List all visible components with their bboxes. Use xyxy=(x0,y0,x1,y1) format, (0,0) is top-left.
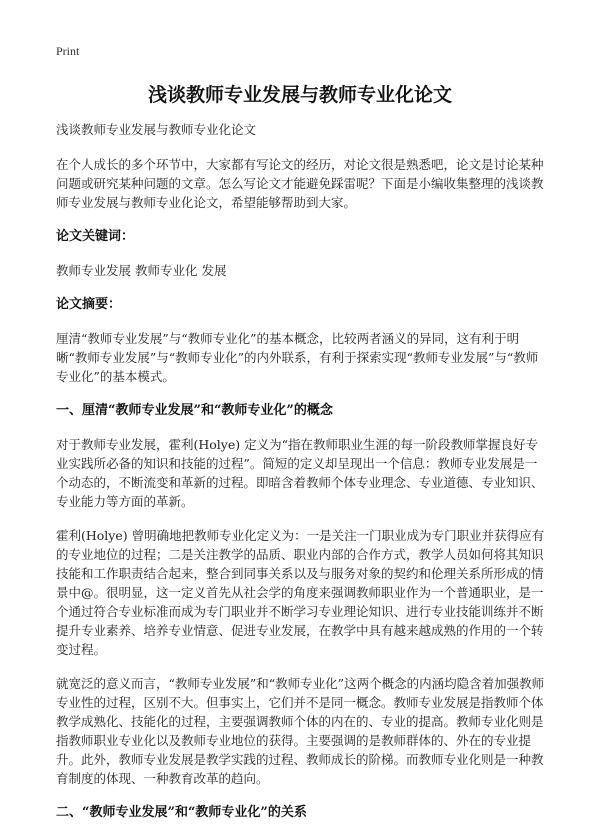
intro-paragraph: 在个人成长的多个环节中，大家都有写论文的经历，对论文很是熟悉吧，论文是讨论某种问题或研究某种问题的文章。怎么写论文才能避免踩雷呢？下面是小编收集整理的浅谈教师专业发展与教师专业化论文，希望能够帮助到大家。 xyxy=(56,157,544,210)
section2-heading: 二、“教师专业发展”和“教师专业化”的关系 xyxy=(56,805,307,820)
section1-paragraph-2: 霍利(Holye) 曾明确地把教师专业化定义为：一是关注一门职业成为专门职业并获得应有的专业地位的过程；二是关注教学的品质、职业内部的合作方式，教学人员如何将其知识技能和工作职责结合起来，整合到同事关系以及与服务对象的契约和伦理关系所形成的情景中@。很明显，这一定义首先从社会学的角度来强调教师职业作为一个普通职业，是一个通过符合专业标准而成为专门职业并不断学习专业理论知识、进行专业技能训练并不断提升专业素养、培养专业情意、促进专业发展，在教学中具有越来越成熟的作用的一个转变过程。 xyxy=(56,528,545,657)
print-link[interactable]: Print xyxy=(56,44,80,58)
section1-paragraph-3: 就宽泛的意义而言，“教师专业发展”和“教师专业化”这两个概念的内涵均隐含着加强教师专业性的过程，区别不大。但事实上，它们并不是同一概念。教师专业发展是指教师个体教学成熟化、技能化的过程，主要强调教师个体的内在的、专业的提高。教师专业化则是指教师职业专业化以及教师专业地位的获得。主要强调的是教师群体的、外在的专业提升。此外，教师专业发展是教学实践的过程、教师成长的阶梯。而教师专业化则是一种教育制度的体现、一种教育改革的趋向。 xyxy=(56,676,545,786)
keywords-text: 教师专业发展 教师专业化 发展 xyxy=(56,263,227,278)
section1-paragraph-1: 对于教师专业发展，霍利(Holye) 定义为“指在教师职业生涯的每一阶段教师掌握良好专业实践所必备的知识和技能的过程”。简短的定义却呈现出一个信息：教师专业发展是一个动态的，不断流变和革新的过程。即暗含着教师个体专业理念、专业道德、专业知识、专业能力等方面的革新。 xyxy=(56,437,544,509)
article-body xyxy=(56,120,546,837)
article-subtitle: 浅谈教师专业发展与教师专业化论文 xyxy=(56,122,257,137)
page-title: 浅谈教师专业发展与教师专业化论文 xyxy=(147,84,452,106)
section1-heading: 一、厘清“教师专业发展”和“教师专业化”的概念 xyxy=(56,403,333,418)
abstract-heading: 论文摘要： xyxy=(56,297,122,312)
abstract-text: 厘清“教师专业发展”与“教师专业化”的基本概念，比较两者涵义的异同，这有利于明晰“教师专业发展”与“教师专业化”的内外联系，有利于探索实现“教师专业发展”与“教师专业化”的基本模式。 xyxy=(56,331,539,384)
keywords-heading: 论文关键词： xyxy=(56,229,135,244)
